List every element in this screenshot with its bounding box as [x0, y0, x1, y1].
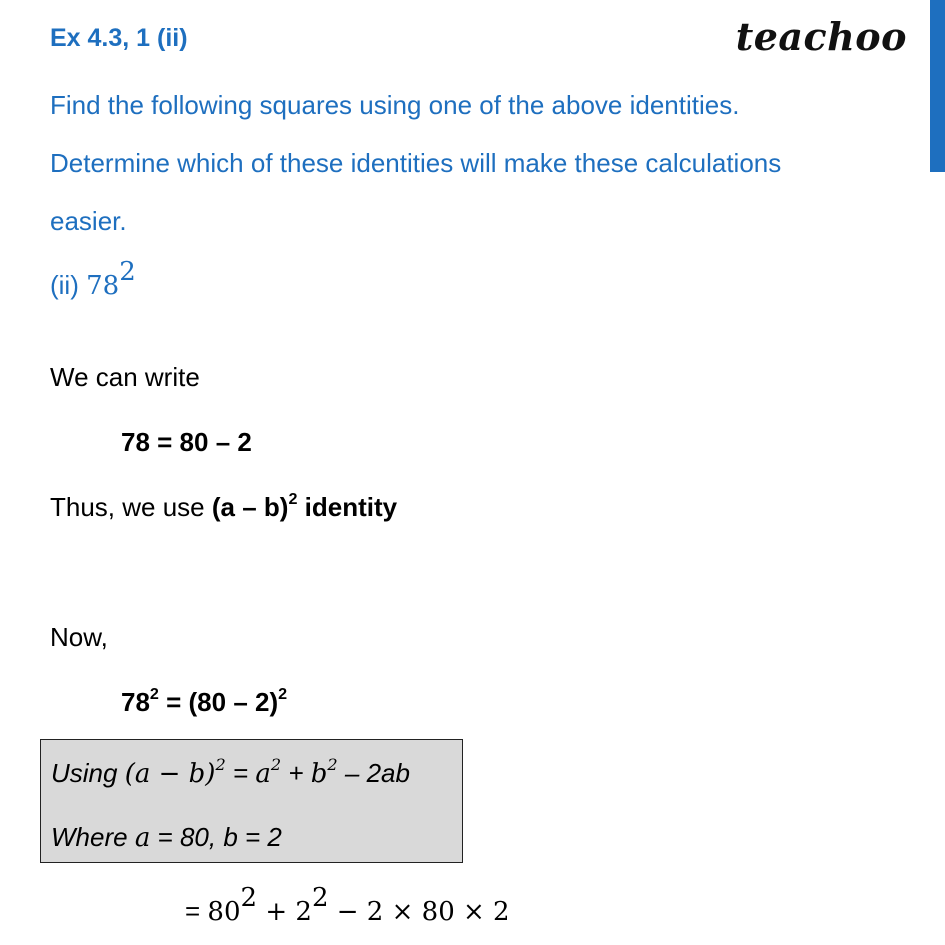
question-part [50, 257, 136, 301]
exercise-title: Ex 4.3, 1 (ii) [50, 24, 188, 52]
thus-text: Thus, we use [50, 492, 212, 522]
part-base: 78 [86, 271, 120, 301]
now-label: Now, [50, 622, 108, 652]
question-line-2: Determine which of these identities will make these calculations [50, 148, 782, 178]
square-equation: $78^2 = (80 - 2)^2$ [121, 684, 288, 717]
identity-expression: (a – b)$^2$ identity [211, 489, 398, 522]
question-line-3: easier. [50, 206, 127, 236]
solution-intro: We can write [50, 362, 200, 392]
expansion-line: = $80^2 + 2^2 - 2 \times 80 \times 2$ [185, 883, 510, 927]
teachoo-logo: teachoo [735, 14, 907, 59]
part-label: (ii) [50, 270, 79, 300]
part-exponent: 2 [119, 257, 136, 288]
equation-78: 78 = 80 – 2 [121, 427, 252, 457]
scroll-indicator[interactable] [930, 0, 945, 172]
identity-box [40, 739, 463, 863]
identity-values: Where a = 80, b = 2 [51, 822, 282, 853]
identity-formula: Using $(a - b)^2 = a^2 + b^2 - 2ab$ [51, 754, 410, 789]
question-line-1: Find the following squares using one of the above identities. [50, 90, 740, 120]
identity-choice [50, 489, 398, 523]
